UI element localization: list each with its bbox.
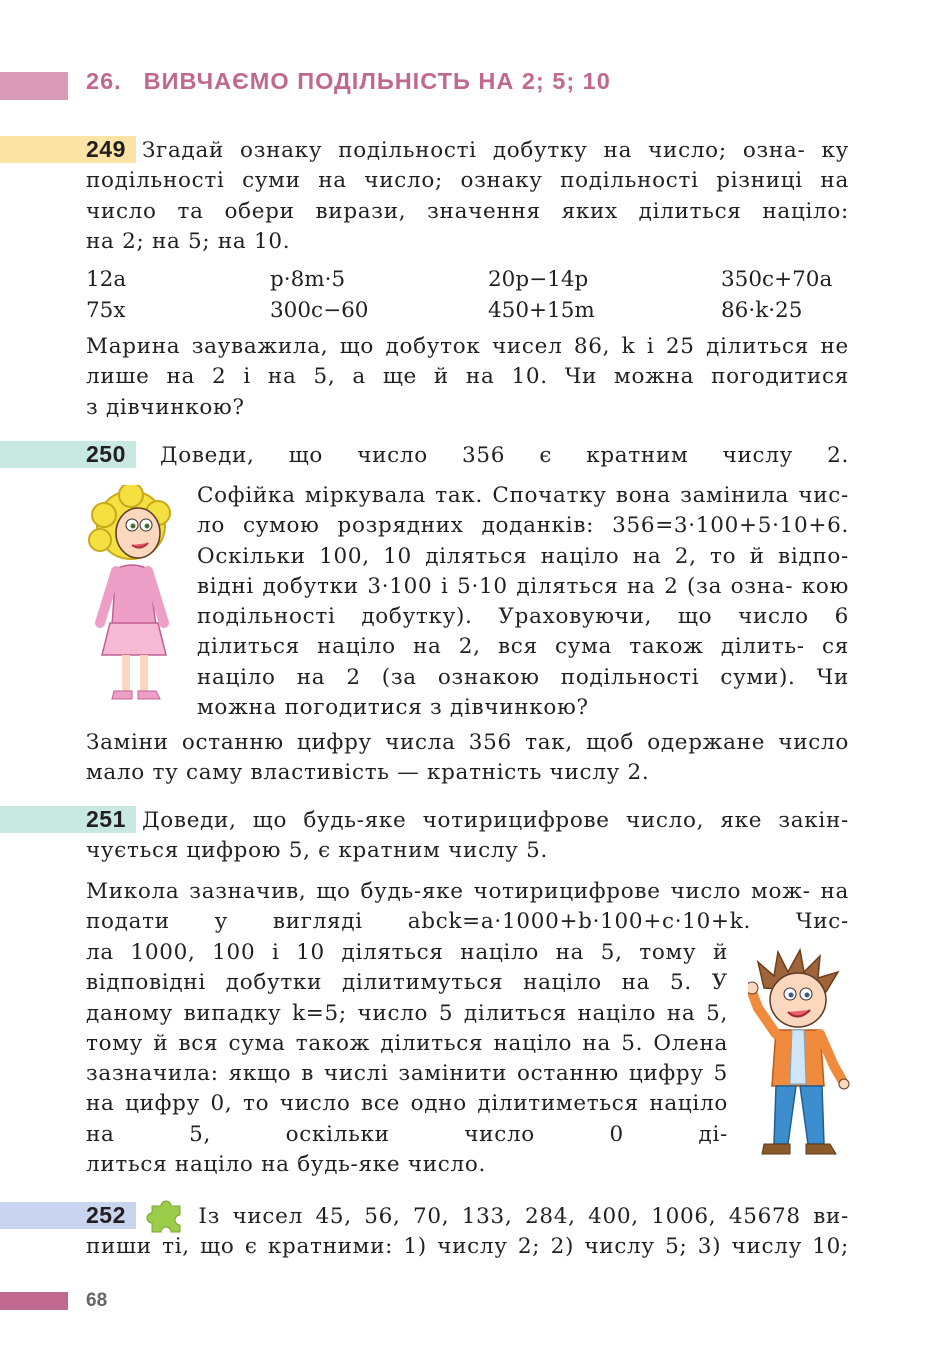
- girl-illustration: [86, 485, 182, 710]
- expression: p·8m·5: [270, 267, 346, 292]
- expression: 86·k·25: [721, 298, 803, 323]
- expression: 300c−60: [270, 298, 369, 323]
- sofia-reasoning: Софійка міркувала так. Спочатку вона замінила чис- ло сумою розрядних доданків: 356=3·100+5·10+6. Оскільки 100, 10 діляться націло на 2, то й відпо- відні добутки 3·100 і 5·10 діляться на 2 (за озна- кою подільності добутку). Ураховуючи, що число 6 ділиться націло на 2, вся сума також ділить- ся націло на 2 (за ознакою подільності суми). Чи можна погодитися з дівчинкою?: [197, 483, 849, 721]
- expression: 450+15m: [488, 298, 595, 323]
- section-number: 26.: [86, 68, 122, 94]
- expression-row: [86, 295, 849, 326]
- task-249-follow-up: Марина зауважила, що добуток чисел 86, k і 25 ділиться не лише на 2 і на 5, а ще й на 10. Чи можна погодитися з дівчинкою?: [86, 334, 849, 420]
- task-249-number: 249: [86, 136, 126, 162]
- task-251-number: 251: [86, 806, 126, 832]
- expression-table: [86, 264, 849, 326]
- task-252-text: 252 Із чисел 45, 56, 70, 133, 284, 400, 1006, 45678 ви- пиши ті, що є кратними: 1) числу 2; 2) числу 5; 3) числу 10;: [86, 1202, 849, 1260]
- expression-row: [86, 264, 849, 295]
- task-250-number: 250: [86, 441, 126, 467]
- boy-illustration: [748, 948, 852, 1163]
- expression: 20p−14p: [488, 267, 589, 292]
- expression: 350c+70a: [721, 267, 833, 292]
- mykola-reasoning-wide: Микола зазначив, що будь-яке чотирицифрове число мож- на подати у вигляді abck=a·1000+b·100+c·10+k. Чис-: [86, 879, 849, 935]
- section-title: ВИВЧАЄМО ПОДІЛЬНІСТЬ НА 2; 5; 10: [143, 68, 611, 94]
- task-251-text: 251 Доведи, що будь-яке чотирицифрове число, яке закін- чується цифрою 5, є кратним числу 5.: [86, 806, 849, 864]
- section-heading: [86, 68, 611, 95]
- page-number: 68: [86, 1290, 108, 1311]
- task-250-follow-up: Заміни останню цифру числа 356 так, щоб одержане число мало ту саму властивість — кратність числу 2.: [86, 730, 849, 786]
- task-249-text: 249 Згадай ознаку подільності добутку на число; озна- ку подільності суми на число; ознаку подільності різниці на число та обери вирази, значення яких ділиться націло: на 2; на 5; на 10.: [86, 136, 849, 254]
- page-number-bar: [0, 1292, 68, 1310]
- task-250-text: 250 Доведи, що число 356 є кратним числу 2.: [86, 441, 849, 468]
- mykola-reasoning-narrow: ла 1000, 100 і 10 діляться націло на 5, тому й відповідні добутки ділитимуться націло на 5. У даному випадку k=5; число 5 ділиться націло на 5, тому й вся сума також ділиться націло на 5. Олена зазначила: якщо в числі замінити останню цифру 5 на цифру 0, то число все одно ділитиметься націло на 5, оскільки число 0 ді- литься націло на будь-яке число.: [86, 940, 729, 1178]
- expression: 75x: [86, 298, 126, 323]
- heading-bar: [0, 72, 68, 100]
- task-252-number: 252: [86, 1202, 126, 1228]
- expression: 12a: [86, 267, 127, 292]
